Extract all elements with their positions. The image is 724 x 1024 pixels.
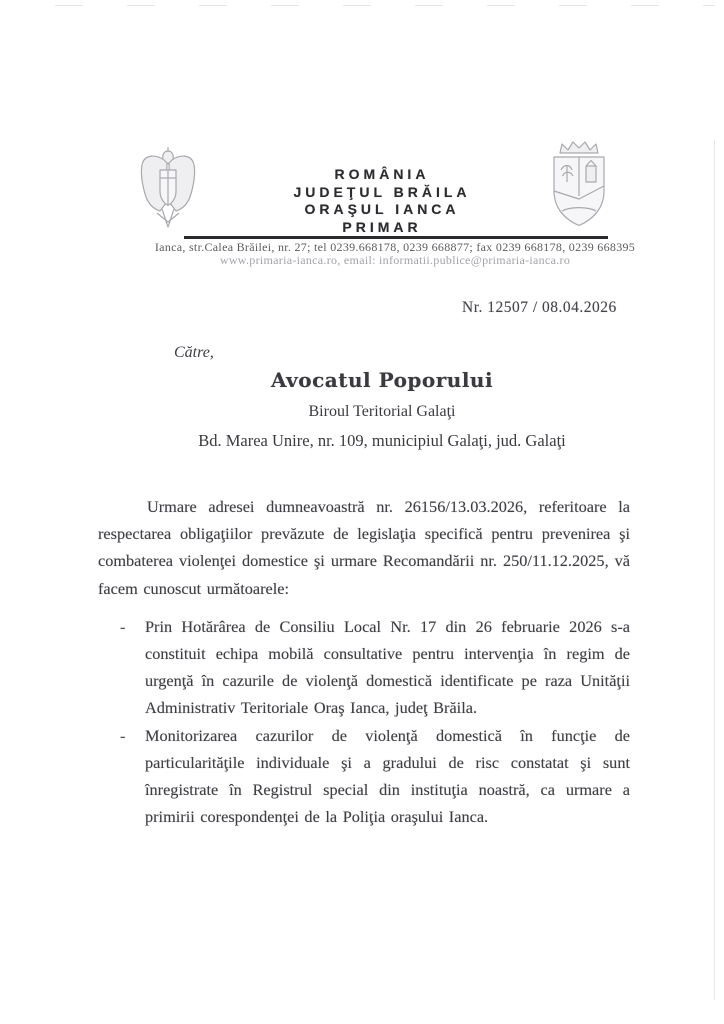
reference-number: Nr. 12507 / 08.04.2026	[462, 299, 617, 316]
letterhead-city: ORAŞUL IANCA	[304, 201, 460, 217]
letterhead-address: Ianca, str.Calea Brăilei, nr. 27; tel 0239.668178, 0239 668877; fax 0239 668178, 0239 668395	[154, 240, 636, 254]
recipient-address: Bd. Marea Unire, nr. 109, municipiul Galaţi, jud. Galaţi	[198, 431, 566, 450]
bullet-text: Prin Hotărârea de Consiliu Local Nr. 17 din 26 februarie 2026 s-a constituit echipa mobilă consultative pentru intervenţia în regim de urgenţă în cazurile de violenţă domestică identificate pe raza Unităţii Administrativ Teritoriale Oraş Ianca, judeţ Brăila.	[145, 616, 630, 718]
bullet-dash: -	[120, 616, 126, 636]
letterhead-web-email: www.primaria-ianca.ro, email: informatii.publice@primaria-ianca.ro	[219, 253, 571, 267]
letterhead-divider	[184, 236, 608, 239]
letterhead-office: PRIMAR	[342, 218, 422, 235]
letterhead-country: ROMÂNIA	[334, 166, 430, 182]
recipient-office: Biroul Teritorial Galaţi	[308, 403, 456, 420]
intro-paragraph: Urmare adresei dumneavoastră nr. 26156/13.03.2026, referitoare la respectarea obligaţiilor prevăzute de legislaţia specifică pentru prevenirea şi combaterea violenţei domestice şi urmare Recomandării nr. 250/11.12.2025, vă facem cunoscut următoarele:	[98, 497, 630, 598]
salutation: Către,	[174, 344, 214, 361]
list-item	[98, 613, 630, 722]
letterhead-title-block	[212, 166, 552, 236]
bullet-text: Monitorizarea cazurilor de violenţă domestică în funcţie de particularităţile individuale şi a gradului de risc constatat şi sunt înregistrate în Registrul special din instituţia noastră, ca urmare a primirii corespondenţei de la Poliţia oraşului Ianca.	[145, 725, 630, 827]
letter-body	[98, 493, 630, 830]
letterhead-county: JUDEŢUL BRĂILA	[293, 183, 471, 200]
scan-artifact-top-line	[55, 5, 715, 6]
ianca-coat-of-arms-icon	[546, 139, 612, 229]
scan-artifact-right-line	[714, 140, 715, 1000]
bullet-list	[98, 613, 630, 831]
recipient-name: Avocatul Poporului	[270, 368, 494, 392]
romania-coat-of-arms-icon	[136, 147, 200, 229]
bullet-dash: -	[120, 725, 126, 745]
recipient-block	[117, 368, 647, 451]
list-item	[98, 722, 630, 831]
